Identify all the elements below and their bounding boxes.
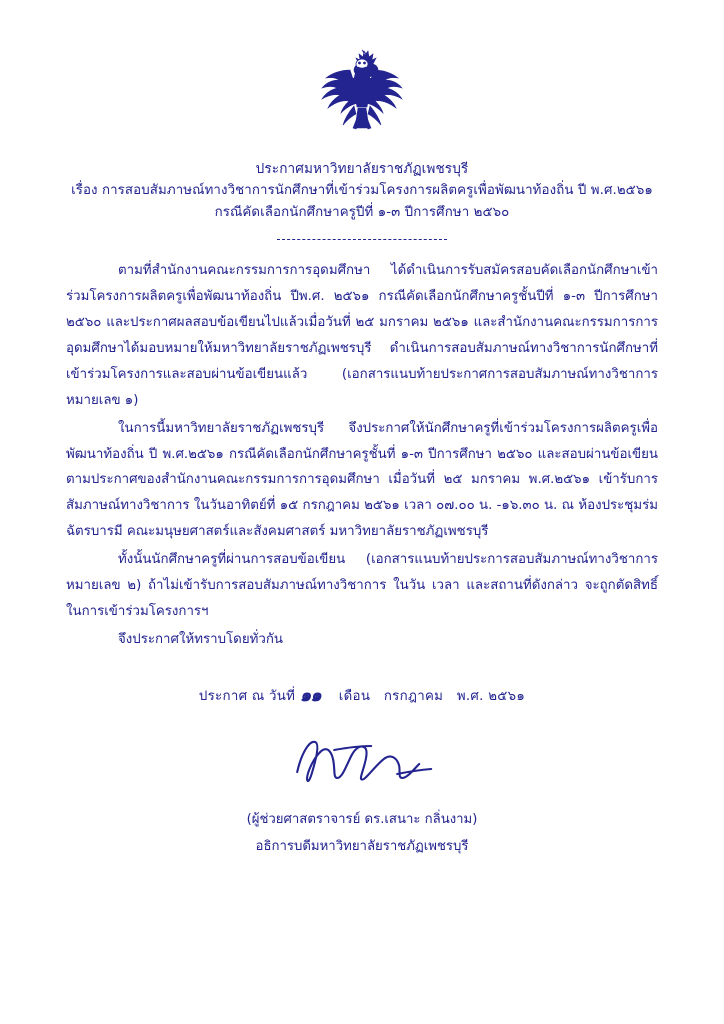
handwritten-signature xyxy=(279,728,459,798)
handwritten-day: ๑๑ xyxy=(299,684,321,706)
document-title-block xyxy=(66,158,658,223)
signer-title: อธิการบดีมหาวิทยาลัยราชภัฏเพชรบุรี xyxy=(255,838,469,854)
announcement-date-line xyxy=(66,679,658,708)
date-prefix: ประกาศ ณ วันที่ xyxy=(198,688,296,704)
paragraph-2: ในการนี้มหาวิทยาลัยราชภัฏเพชรบุรี จึงประกาศให้นักศึกษาครูที่เข้าร่วมโครงการผลิตครูเพื่อพัฒนาท้องถิ่น ปี พ.ศ.๒๕๖๑ กรณีคัดเลือกนักศึกษาครูชั้นที่ ๑-๓ ปีการศึกษา ๒๕๖๐ และสอบผ่านข้อเขียนตามประกาศของสำนักงานคณะกรรมการการอุดมศึกษา เมื่อวันที่ ๒๕ มกราคม พ.ศ.๒๕๖๑ เข้ารับการสัมภาษณ์ทางวิชาการ ในวันอาทิตย์ที่ ๑๕ กรกฎาคม ๒๕๖๑ เวลา ๐๗.๐๐ น. -๑๖.๓๐ น. ณ ห้องประชุมร่มฉัตรบารมี คณะมนุษยศาสตร์และสังคมศาสตร์ มหาวิทยาลัยราชภัฏเพชรบุรี xyxy=(66,420,658,540)
month-label: เดือน xyxy=(338,688,371,704)
paragraph-4: จึงประกาศให้ทราบโดยทั่วกัน xyxy=(118,631,283,647)
page-title: ประกาศมหาวิทยาลัยราชภัฏเพชรบุรี xyxy=(255,161,469,177)
emblem-container xyxy=(66,0,658,136)
paragraph-1: ตามที่สำนักงานคณะกรรมการการอุดมศึกษา ได้ดำเนินการรับสมัครสอบคัดเลือกนักศึกษาเข้าร่วมโครงการผลิตครูเพื่อพัฒนาท้องถิ่น ปีพ.ศ. ๒๕๖๑ กรณีคัดเลือกนักศึกษาครูชั้นปีที่ ๑-๓ ปีการศึกษา ๒๕๖๐ และประกาศผลสอบข้อเขียนไปแล้วเมื่อวันที่ ๒๕ มกราคม ๒๕๖๑ และสำนักงานคณะกรรมการการอุดมศึกษาได้มอบหมายให้มหาวิทยาลัยราชภัฏเพชรบุรี ดำเนินการสอบสัมภาษณ์ทางวิชาการนักศึกษาที่เข้าร่วมโครงการและสอบผ่านข้อเขียนแล้ว (เอกสารแนบท้ายประกาศการสอบสัมภาษณ์ทางวิชาการ หมายเลข ๑) xyxy=(66,263,658,408)
dashed-divider xyxy=(277,239,447,240)
month-value: กรกฎาคม xyxy=(383,688,444,704)
garuda-emblem xyxy=(304,44,420,136)
signature-area xyxy=(66,722,658,802)
subject-line-2: กรณีคัดเลือกนักศึกษาครูปีที่ ๑-๓ ปีการศึกษา ๒๕๖๐ xyxy=(214,204,510,220)
signer-block xyxy=(66,806,658,860)
year-value: พ.ศ. ๒๕๖๑ xyxy=(456,688,526,704)
subject-line: เรื่อง การสอบสัมภาษณ์ทางวิชาการนักศึกษาที่เข้าร่วมโครงการผลิตครูเพื่อพัฒนาท้องถิ่น ปี พ.ศ.๒๕๖๑ xyxy=(71,183,653,199)
paragraph-3: ทั้งนั้นนักศึกษาครูที่ผ่านการสอบข้อเขียน (เอกสารแนบท้ายประการสอบสัมภาษณ์ทางวิชาการ หมายเลข ๒) ถ้าไม่เข้ารับการสอบสัมภาษณ์ทางวิชาการ ในวัน เวลา และสถานที่ดังกล่าว จะถูกตัดสิทธิ์ในการเข้าร่วมโครงการฯ xyxy=(66,552,658,620)
document-body xyxy=(66,258,658,653)
signer-name: (ผู้ช่วยศาสตราจารย์ ดร.เสนาะ กลิ่นงาม) xyxy=(246,811,478,827)
divider-container xyxy=(66,229,658,248)
